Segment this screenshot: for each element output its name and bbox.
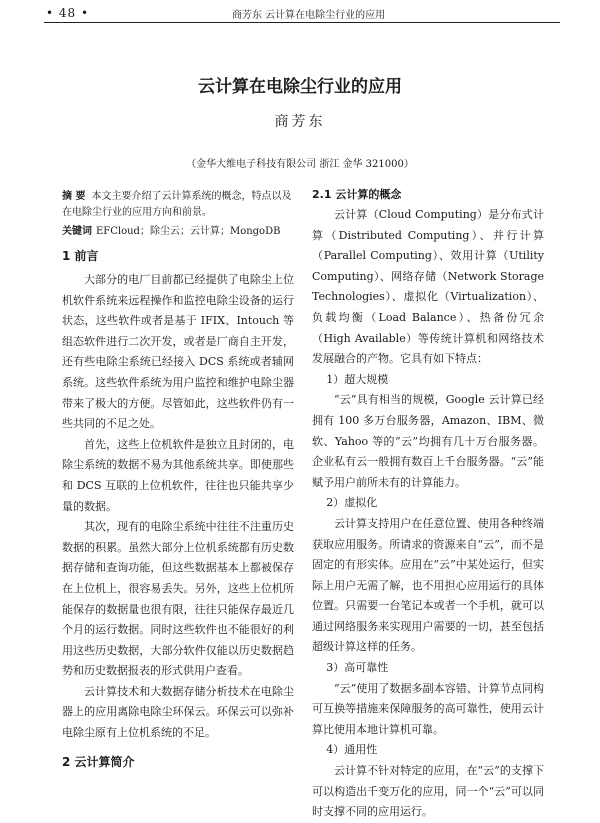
keywords-label: 关键词 (62, 226, 92, 237)
running-title: 商芳东 云计算在电除尘行业的应用 (232, 10, 386, 21)
section-1-paragraph: 首先，这些上位机软件是独立且封闭的，电除尘系统的数据不易为其他系统共享。即使那些和 DCS 互联的上位机软件，往往也只能共享少量的数据。 (62, 437, 294, 513)
feature-label: 2）虚拟化 (326, 496, 378, 510)
paper-author: 商芳东 (274, 114, 326, 130)
section-1-paragraph: 云计算技术和大数据存储分析技术在电除尘器上的应用离除电除尘环保云。环保云可以弥补电除尘原有上位机系统的不足。 (62, 684, 294, 740)
author-affiliation: （金华大维电子科技有限公司 浙江 金华 321000） (186, 159, 414, 170)
keywords-text: EFCloud；除尘云；云计算；MongoDB (96, 226, 281, 237)
section-2-1-intro: 云计算（Cloud Computing）是分布式计算（Distributed Computing）、并行计算（Parallel Computing）、效用计算（Utility Computing）、网络存储（Network Storage Technologies）、虚拟化（Virtualization）、负载均衡（Load Balance）、热备份冗余（High Available）等传统计算机和网络技术发展融合的产物。它具有如下特点： (312, 208, 544, 366)
abstract-text: 本文主要介绍了云计算系统的概念，特点以及在电除尘行业的应用方向和前景。 (62, 191, 292, 218)
section-1-paragraph: 大部分的电厂目前都已经提供了电除尘上位机软件系统来远程操作和监控电除尘设备的运行状态，这些软件或者是基于 IFIX、Intouch 等组态软件进行二次开发，或者是厂商自主开发，还有些电除尘系统已经接入 DCS 系统或者辅网系统。这些软件系统为用户监控和维护电除尘器带来了极大的方便。尽管如此，这些软件仍有一些共同的不足之处。 (62, 273, 294, 431)
feature-label: 4）通用性 (326, 743, 378, 757)
feature-text: 云计算不针对特定的应用，在“云”的支撑下可以构造出千变万化的应用，同一个“云”可以同时支撑不同的应用运行。 (312, 764, 544, 819)
section-1-heading: 1 前言 (62, 249, 99, 263)
feature-label: 1）超大规模 (326, 372, 389, 386)
right-column (312, 185, 544, 823)
page-number: • 48 • (46, 6, 90, 20)
paper-title: 云计算在电除尘行业的应用 (198, 77, 402, 97)
section-2-heading: 2 云计算简介 (62, 754, 135, 769)
header-rule (44, 22, 560, 23)
feature-text: 云计算支持用户在任意位置、使用各种终端获取应用服务。所请求的资源来自“云”，而不是固定的有形实体。应用在“云”中某处运行，但实际上用户无需了解，也不用担心应用运行的具体位置。只需要一台笔记本或者一个手机，就可以通过网络服务来实现用户需要的一切，甚至包括超级计算这样的任务。 (312, 516, 544, 654)
running-header (0, 0, 600, 30)
abstract-label: 摘 要 (62, 191, 86, 202)
keywords (62, 222, 294, 237)
left-column (62, 246, 294, 776)
abstract (62, 189, 294, 221)
feature-label: 3）高可靠性 (326, 661, 389, 675)
feature-text: “云”使用了数据多副本容错、计算节点同构可互换等措施来保障服务的高可靠性，使用云计算比使用本地计算机可靠。 (312, 681, 544, 736)
feature-text: “云”具有相当的规模，Google 云计算已经拥有 100 多万台服务器，Amazon、IBM、微软、Yahoo 等的“云”均拥有几十万台服务器。企业私有云一般拥有数百上千台服务器。“云”能赋予用户前所未有的计算能力。 (312, 393, 544, 489)
section-1-paragraph: 其次，现有的电除尘系统中往往不注重历史数据的积累。虽然大部分上位机系统都有历史数据存储和查询功能，但这些数据基本上都被保存在上位机上，很容易丢失。另外，这些上位机所能保存的数据量也很有限，往往只能保存最近几个月的运行数据。同时这些软件也不能很好的利用这些历史数据，大部分软件仅能以历史数据趋势和历史数据报表的形式供用户查看。 (62, 520, 294, 678)
section-2-1-heading: 2.1 云计算的概念 (312, 188, 402, 201)
